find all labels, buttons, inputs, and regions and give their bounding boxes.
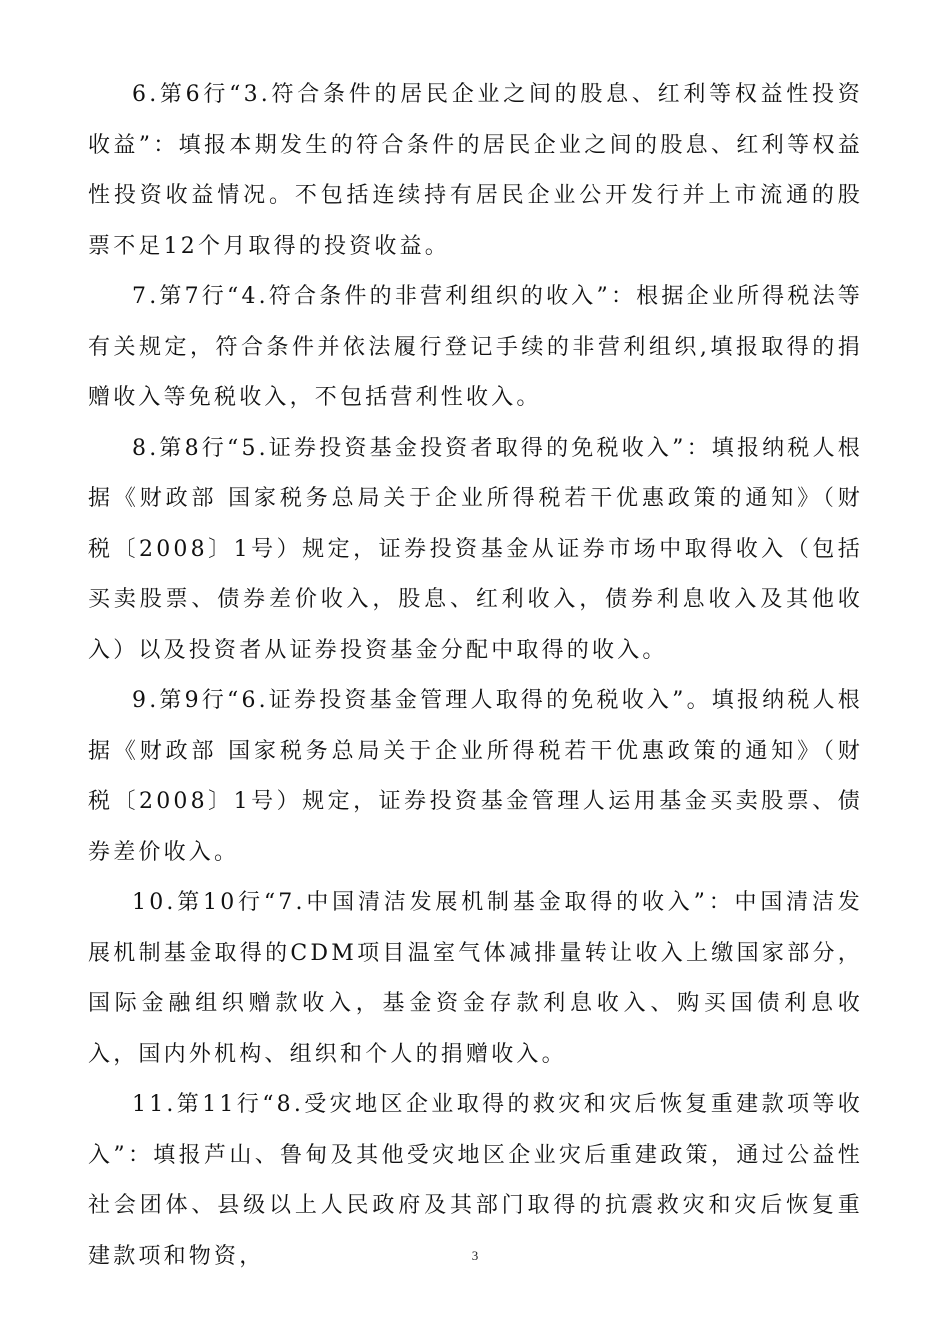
- paragraph-row-9: 9.第9行“6.证券投资基金管理人取得的免税收入”。填报纳税人根据《财政部 国家税务总局关于企业所得税若干优惠政策的通知》（财税〔2008〕1号）规定，证券投资基金管理人运用基金买卖股票、债券差价收入。: [88, 688, 863, 865]
- paragraph-row-11: 11.第11行“8.受灾地区企业取得的救灾和灾后恢复重建款项等收入”：填报芦山、鲁甸及其他受灾地区企业灾后重建政策，通过公益性社会团体、县级以上人民政府及其部门取得的抗震救灾和灾后恢复重建款项和物资，: [88, 1092, 863, 1269]
- paragraph-row-6: 6.第6行“3.符合条件的居民企业之间的股息、红利等权益性投资收益”：填报本期发生的符合条件的居民企业之间的股息、红利等权益性投资收益情况。不包括连续持有居民企业公开发行并上市流通的股票不足12个月取得的投资收益。: [88, 82, 863, 259]
- page-number: 3: [471, 1248, 479, 1263]
- paragraph-row-8: 8.第8行“5.证券投资基金投资者取得的免税收入”：填报纳税人根据《财政部 国家税务总局关于企业所得税若干优惠政策的通知》（财税〔2008〕1号）规定，证券投资基金从证券市场中取得收入（包括买卖股票、债券差价收入，股息、红利收入，债券利息收入及其他收入）以及投资者从证券投资基金分配中取得的收入。: [88, 435, 863, 663]
- paragraph-row-7: 7.第7行“4.符合条件的非营利组织的收入”：根据企业所得税法等有关规定，符合条件并依法履行登记手续的非营利组织,填报取得的捐赠收入等免税收入，不包括营利性收入。: [88, 284, 863, 410]
- document-body: [88, 70, 863, 1282]
- paragraph-row-10: 10.第10行“7.中国清洁发展机制基金取得的收入”：中国清洁发展机制基金取得的CDM项目温室气体减排量转让收入上缴国家部分，国际金融组织赠款收入，基金资金存款利息收入、购买国债利息收入，国内外机构、组织和个人的捐赠收入。: [88, 890, 863, 1067]
